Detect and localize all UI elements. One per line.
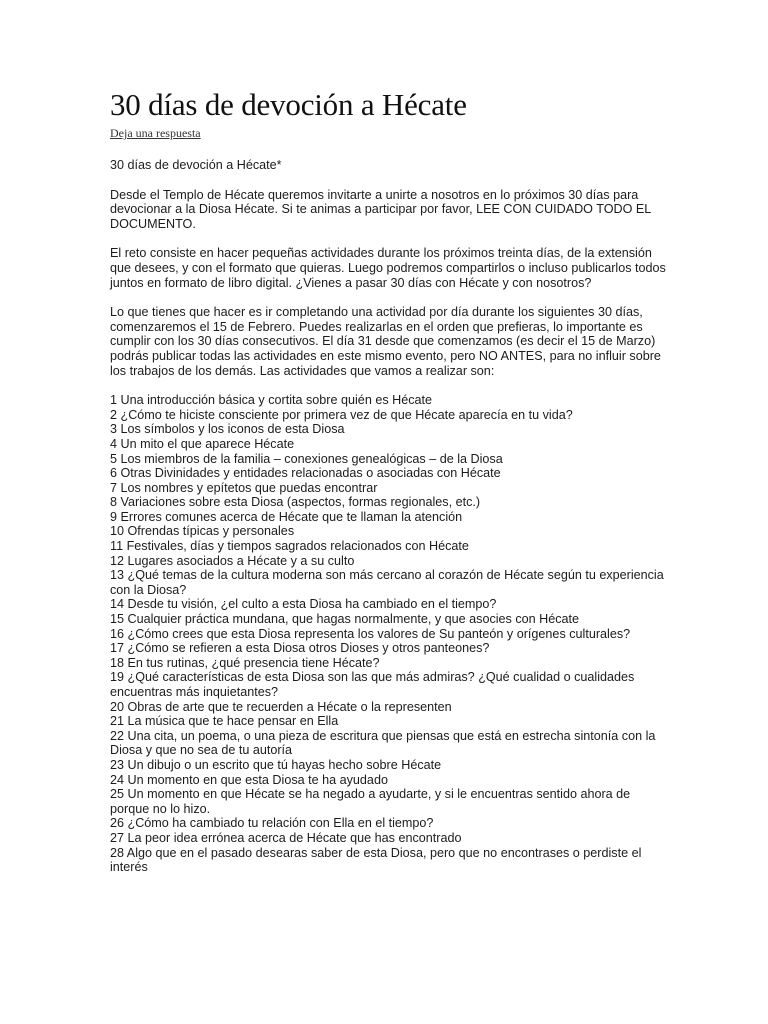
activity-item: 23 Un dibujo o un escrito que tú hayas hecho sobre Hécate [110,757,442,772]
activity-item: 12 Lugares asociados a Hécate y a su culto [110,553,355,568]
activity-item: 1 Una introducción básica y cortita sobre quién es Hécate [110,393,433,408]
article-subtitle: 30 días de devoción a Hécate* [110,158,282,172]
activity-item: 28 Algo que en el pasado desearas saber de esta Diosa, pero que no encontrases o perdiste el interés [110,845,642,875]
activity-item: 19 ¿Qué características de esta Diosa son las que más admiras? ¿Qué cualidad o cualidades encuentras más inquietantes? [110,670,635,699]
activity-item: 8 Variaciones sobre esta Diosa (aspectos, formas regionales, etc.) [110,495,481,510]
activity-item: 13 ¿Qué temas de la cultura moderna son más cercano al corazón de Hécate según tu experiencia con la Diosa? [110,568,664,597]
activity-item: 14 Desde tu visión, ¿el culto a esta Diosa ha cambiado en el tiempo? [110,597,497,612]
activity-item: 10 Ofrendas típicas y personales [110,524,295,539]
page-title: 30 días de devoción a Hécate [110,87,467,122]
activity-item: 11 Festivales, días y tiempos sagrados relacionados con Hécate [110,539,469,554]
activity-item: 15 Cualquier práctica mundana, que hagas normalmente, y que asocies con Hécate [110,612,580,627]
document-page [110,86,670,875]
activity-item: 25 Un momento en que Hécate se ha negado a ayudarte, y si le encuentras sentido ahora de porque no lo hizo. [110,787,631,816]
intro-paragraph: Desde el Templo de Hécate queremos invitarte a unirte a nosotros en lo próximos 30 días para devocionar a la Diosa Hécate. Si te animas a participar por favor, LEE CON CUIDADO TODO EL DOCUMENTO. [110,187,651,231]
activity-item: 16 ¿Cómo crees que esta Diosa representa los valores de Su panteón y orígenes culturales? [110,626,631,641]
challenge-paragraph: El reto consiste en hacer pequeñas actividades durante los próximos treinta días, de la extensión que desees, y con el formato que quieras. Luego podremos compartirlos o incluso publicarlos todos juntos en formato de libro digital. ¿Vienes a pasar 30 días con Hécate y con nosotros? [110,246,666,290]
activity-item: 18 En tus rutinas, ¿qué presencia tiene Hécate? [110,655,380,670]
activity-item: 4 Un mito el que aparece Hécate [110,436,295,451]
activity-item: 6 Otras Divinidades y entidades relacionadas o asociadas con Hécate [110,466,501,481]
activity-item: 27 La peor idea errónea acerca de Hécate que has encontrado [110,830,462,845]
reply-link[interactable]: Deja una respuesta [110,126,201,140]
activity-item: 24 Un momento en que esta Diosa te ha ayudado [110,772,388,787]
activity-item: 22 Una cita, un poema, o una pieza de escritura que piensas que está en estrecha sintonía con la Diosa y que no sea de tu autoría [110,728,656,758]
article-body [110,158,670,875]
activity-list [110,393,670,875]
activity-item: 9 Errores comunes acerca de Hécate que te llaman la atención [110,509,463,524]
activity-item: 26 ¿Cómo ha cambiado tu relación con Ella en el tiempo? [110,816,434,831]
activity-item: 17 ¿Cómo se refieren a esta Diosa otros Dioses y otros panteones? [110,641,490,656]
instructions-paragraph: Lo que tienes que hacer es ir completando una actividad por día durante los siguientes 30 días, comenzaremos el 15 de Febrero. Puedes realizarlas en el orden que prefieras, lo importante es cumplir con los 30 días consecutivos. El día 31 desde que comenzamos (es decir el 15 de Marzo) podrás publicar todas las actividades en este mismo evento, pero NO ANTES, para no influir sobre los trabajos de los demás. Las actividades que vamos a realizar son: [110,305,661,378]
activity-item: 21 La música que te hace pensar en Ella [110,714,339,729]
activity-item: 5 Los miembros de la familia – conexiones genealógicas – de la Diosa [110,451,503,466]
activity-item: 3 Los símbolos y los iconos de esta Diosa [110,422,345,437]
activity-item: 7 Los nombres y epítetos que puedas encontrar [110,480,378,495]
activity-item: 20 Obras de arte que te recuerden a Hécate o la representen [110,699,452,714]
activity-item: 2 ¿Cómo te hiciste consciente por primera vez de que Hécate aparecía en tu vida? [110,407,573,422]
